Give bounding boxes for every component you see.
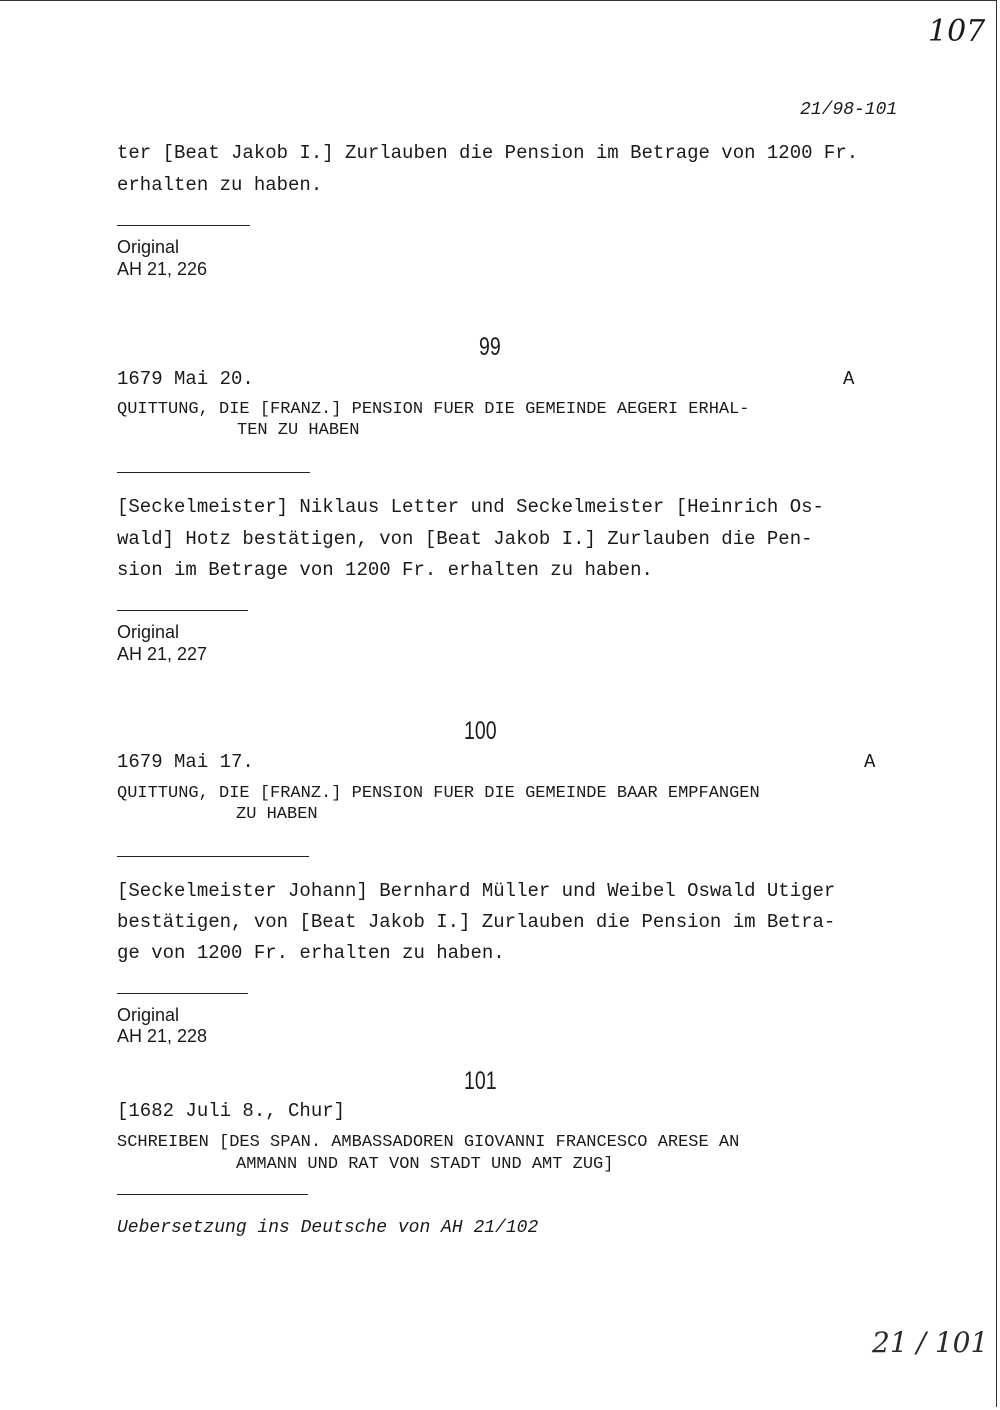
entry-date: [1682 Juli 8., Chur] [117,1100,346,1122]
source-reference: AH 21, 227 [117,644,208,664]
section-divider [117,993,248,994]
entry-body-line-3: ge von 1200 Fr. erhalten zu haben. [117,942,505,964]
entry-body-line-1: [Seckelmeister Johann] Bernhard Müller und Weibel Oswald Utiger [117,880,836,902]
entry-title-line-1: QUITTUNG, DIE [FRANZ.] PENSION FUER DIE GEMEINDE AEGERI ERHAL- [117,400,750,419]
section-divider [117,472,310,473]
entry-number: 100 [464,717,497,745]
entry-title-line-1: QUITTUNG, DIE [FRANZ.] PENSION FUER DIE GEMEINDE BAAR EMPFANGEN [117,784,760,803]
entry-date: 1679 Mai 17. [117,751,254,773]
source-label: Original [117,1005,180,1025]
source-label: Original [117,622,180,642]
source-label: Original [117,237,180,257]
entry-body-line-2: wald] Hotz bestätigen, von [Beat Jakob I.] Zurlauben die Pen- [117,528,813,550]
entry-body-line-3: sion im Betrage von 1200 Fr. erhalten zu haben. [117,559,653,581]
handwritten-page-number: 107 [928,14,986,49]
handwritten-archive-mark: 21 / 101 [872,1326,989,1359]
entry-number: 101 [464,1067,497,1095]
entry-title-line-2: TEN ZU HABEN [237,421,360,440]
entry-marker: A [843,368,855,390]
entry-title-line-2: ZU HABEN [236,805,318,824]
section-divider [117,225,250,226]
entry-body-line-2: bestätigen, von [Beat Jakob I.] Zurlauben die Pension im Betra- [117,911,836,933]
entry-number: 99 [479,333,501,361]
source-reference: AH 21, 226 [117,259,208,279]
continuation-line-2: erhalten zu haben. [117,174,323,196]
section-divider [117,856,309,857]
entry-marker: A [864,751,876,773]
section-divider [117,610,248,611]
entry-date: 1679 Mai 20. [117,368,254,390]
continuation-line-1: ter [Beat Jakob I.] Zurlauben die Pension im Betrage von 1200 Fr. [117,142,859,164]
source-reference: AH 21, 228 [117,1026,208,1046]
translation-note: Uebersetzung ins Deutsche von AH 21/102 [117,1218,539,1238]
entry-title-line-2: AMMANN UND RAT VON STADT UND AMT ZUG] [236,1155,614,1174]
document-reference: 21/98-101 [800,100,898,120]
section-divider [117,1194,308,1195]
entry-title-line-1: SCHREIBEN [DES SPAN. AMBASSADOREN GIOVANNI FRANCESCO ARESE AN [117,1133,740,1152]
entry-body-line-1: [Seckelmeister] Niklaus Letter und Seckelmeister [Heinrich Os- [117,496,824,518]
